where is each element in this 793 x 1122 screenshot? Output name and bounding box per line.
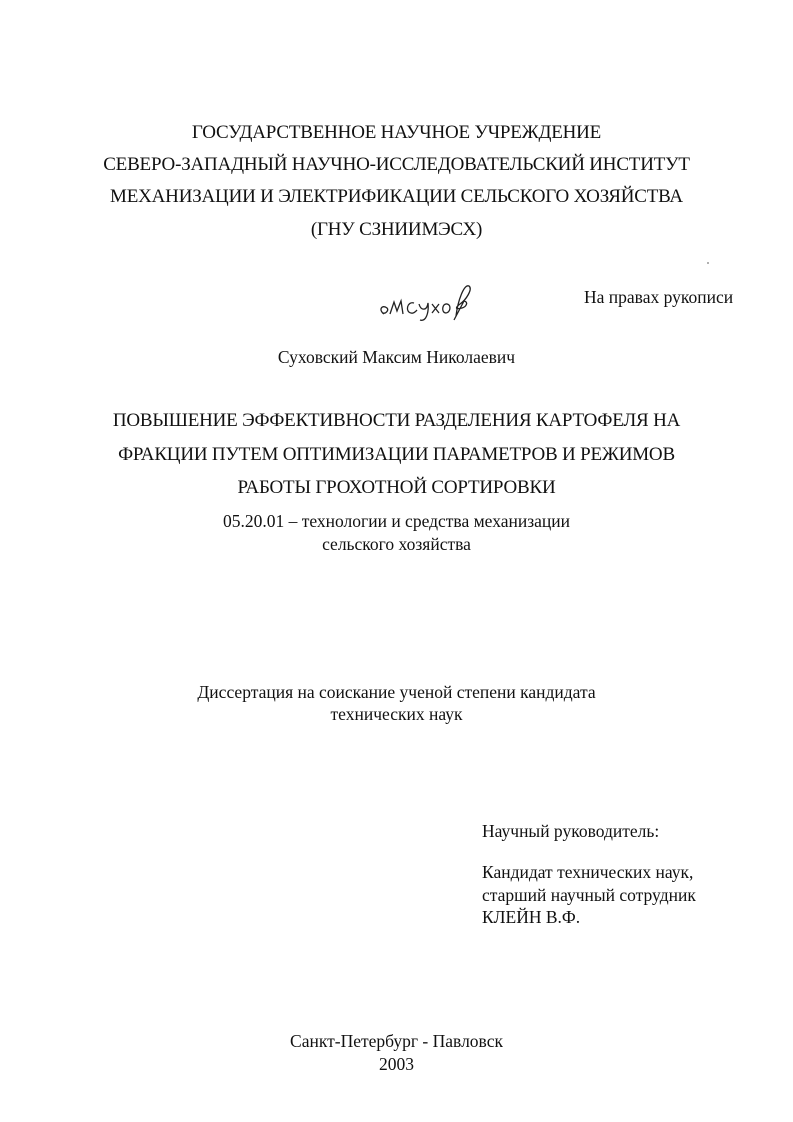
dissertation-title-line-3: РАБОТЫ ГРОХОТНОЙ СОРТИРОВКИ [237,477,556,498]
year: 2003 [379,1054,414,1074]
institution-line-1: ГОСУДАРСТВЕННОЕ НАУЧНОЕ УЧРЕЖДЕНИЕ [191,122,602,143]
dissertation-title-line-1: ПОВЫШЕНИЕ ЭФФЕКТИВНОСТИ РАЗДЕЛЕНИЯ КАРТОФЕЛЯ НА [112,410,681,431]
institution-line-2: СЕВЕРО-ЗАПАДНЫЙ НАУЧНО-ИССЛЕДОВАТЕЛЬСКИЙ ИНСТИТУТ [103,154,690,175]
scan-speck [707,262,709,264]
specialty-line-2: сельского хозяйства [322,534,471,554]
handwritten-signature [376,280,476,322]
place: Санкт-Петербург - Павловск [290,1031,503,1051]
supervisor-heading: Научный руководитель: [482,821,660,841]
manuscript-note: На правах рукописи [584,287,734,307]
supervisor-degree: Кандидат технических наук, [482,862,694,882]
degree-line-1: Диссертация на соискание ученой степени кандидата [197,682,596,702]
degree-line-2: технических наук [330,704,463,724]
institution-line-3: МЕХАНИЗАЦИИ И ЭЛЕКТРИФИКАЦИИ СЕЛЬСКОГО ХОЗЯЙСТВА [110,186,683,207]
institution-line-4: (ГНУ СЗНИИМЭСХ) [310,219,483,240]
supervisor-name: КЛЕЙН В.Ф. [482,907,581,927]
supervisor-position: старший научный сотрудник [482,885,696,905]
author-name: Суховский Максим Николаевич [277,347,516,367]
dissertation-title-line-2: ФРАКЦИИ ПУТЕМ ОПТИМИЗАЦИИ ПАРАМЕТРОВ И РЕЖИМОВ [118,444,675,465]
specialty-line-1: 05.20.01 – технологии и средства механизации [222,511,571,531]
